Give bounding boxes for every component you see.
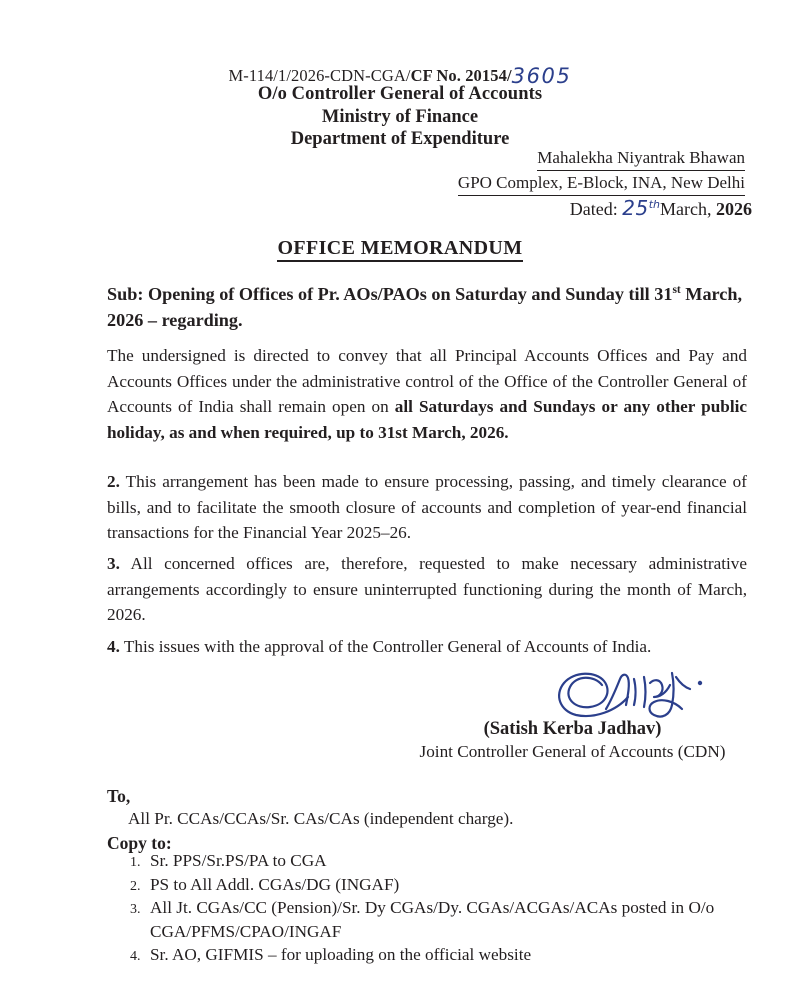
page-title xyxy=(0,237,800,260)
paragraph-3-number: 3. xyxy=(107,554,120,573)
signatory-name: (Satish Kerba Jadhav) xyxy=(483,719,662,739)
signatory-designation: Joint Controller General of Accounts (CDN) xyxy=(419,742,726,761)
reference-prefix: M-114/1/2026-CDN-CGA/ xyxy=(228,66,411,85)
subject-tail: March, 2026 – regarding. xyxy=(107,284,743,331)
paragraph-2-number: 2. xyxy=(107,472,120,491)
paragraph-4-number: 4. xyxy=(107,637,120,656)
dated-month: March, xyxy=(660,199,712,219)
list-item: 1. Sr. PPS/Sr.PS/PA to CGA xyxy=(144,849,784,873)
paragraph-4-text: This issues with the approval of the Controller General of Accounts of India. xyxy=(119,637,652,656)
paragraph-3-text: All concerned offices are, therefore, requested to make necessary administrative arrangements accordingly to ensure uninterrupted functioning during the month of March, 2026. xyxy=(107,554,747,624)
paragraph-2-text: This arrangement has been made to ensure processing, passing, and timely clearance of bills, and to facilitate the smooth closure of accounts and completion of year-end financial transactions for the Financial Year 2025–26. xyxy=(107,472,747,542)
page-title-text: OFFICE MEMORANDUM xyxy=(277,237,522,262)
list-item: 2. PS to All Addl. CGAs/DG (INGAF) xyxy=(144,873,784,897)
list-item: 4. Sr. AO, GIFMIS – for uploading on the official website xyxy=(144,943,784,967)
dated-line xyxy=(0,196,752,220)
paragraph-4 xyxy=(107,634,747,660)
reference-cf-number: CF No. 20154/ xyxy=(410,66,512,85)
paragraph-1-normal: The undersigned is directed to convey that all Principal Accounts Offices and Pay and Accounts Offices under the administrative control of the Office of the Controller General of Accounts of India shall remain open on xyxy=(107,346,747,416)
paragraph-1 xyxy=(107,343,747,445)
list-item: 3. All Jt. CGAs/CC (Pension)/Sr. Dy CGAs/Dy. CGAs/ACGAs/ACAs posted in O/o CGA/PFMS/CPAO/INGAF xyxy=(144,896,784,943)
organisation-line-1: O/o Controller General of Accounts xyxy=(257,84,543,104)
copy-to-list xyxy=(118,849,784,967)
dated-label: Dated: xyxy=(569,199,618,219)
organisation-line-3: Department of Expenditure xyxy=(290,129,510,149)
paragraph-1-bold: all Saturdays and Sundays or any other public holiday, as and when required, up to 31st March, 2026. xyxy=(107,397,747,442)
to-value: All Pr. CCAs/CCAs/Sr. CAs/CAs (independent charge). xyxy=(128,809,514,828)
dated-year: 2026 xyxy=(716,199,752,219)
subject-ordinal-suffix: st xyxy=(672,284,681,296)
subject-lead: Sub: Opening of Offices of Pr. AOs/PAOs on Saturday and Sunday till 31 xyxy=(107,284,673,305)
dated-day-suffix: th xyxy=(648,198,661,211)
address-block xyxy=(0,146,745,196)
address-line-2: GPO Complex, E-Block, INA, New Delhi xyxy=(458,171,745,196)
copy-to-label: Copy to: xyxy=(107,833,172,853)
handwritten-signature-icon xyxy=(550,665,720,723)
to-label: To, xyxy=(107,786,131,806)
signature-dot-icon xyxy=(698,681,702,685)
organisation-line-2: Ministry of Finance xyxy=(321,106,479,127)
dated-day: 25 xyxy=(622,196,649,220)
subject-line xyxy=(107,277,747,333)
signature-block xyxy=(400,665,745,762)
address-line-1: Mahalekha Niyantrak Bhawan xyxy=(537,146,745,171)
paragraph-3 xyxy=(107,551,747,628)
organisation-heading xyxy=(0,83,800,151)
paragraph-2 xyxy=(107,469,747,546)
handwritten-diary-number: 3605 xyxy=(511,64,572,88)
